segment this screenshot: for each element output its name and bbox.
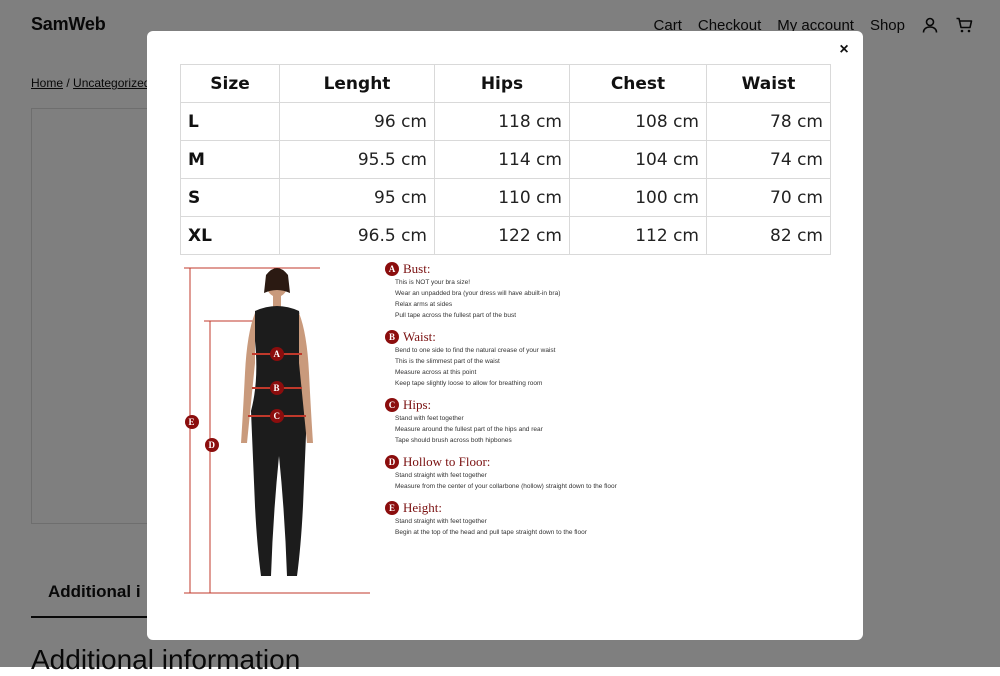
guide-item: Measure from the center of your collarbone (hollow) straight down to the floor <box>395 483 617 490</box>
length-cell: 96 cm <box>280 103 435 141</box>
guide-item: Wear an unpadded bra (your dress will have abuilt-in bra) <box>395 290 561 297</box>
size-chart-modal <box>147 31 863 640</box>
guide-item: Measure across at this point <box>395 369 477 376</box>
column-header-length: Lenght <box>280 65 435 103</box>
table-row <box>181 217 831 255</box>
close-button[interactable]: × <box>839 41 849 58</box>
length-cell: 96.5 cm <box>280 217 435 255</box>
size-table <box>180 64 831 255</box>
chest-cell: 104 cm <box>570 141 707 179</box>
measurement-instructions <box>385 261 625 546</box>
guide-item: Bend to one side to find the natural crease of your waist <box>395 347 556 354</box>
guide-title: Hips: <box>403 397 432 412</box>
measurement-guide-image <box>180 261 617 606</box>
figure-label-b: B <box>273 383 280 393</box>
column-header-waist: Waist <box>707 65 831 103</box>
badge-c: C <box>385 398 399 412</box>
chest-cell: 100 cm <box>570 179 707 217</box>
figure-label-a: A <box>273 349 280 359</box>
guide-item: This is NOT your bra size! <box>395 279 471 286</box>
waist-cell: 70 cm <box>707 179 831 217</box>
guide-title: Waist: <box>403 329 436 344</box>
waist-cell: 74 cm <box>707 141 831 179</box>
size-cell: M <box>181 141 280 179</box>
badge-d: D <box>385 455 399 469</box>
table-row <box>181 179 831 217</box>
guide-item: Measure around the fullest part of the hips and rear <box>395 426 543 433</box>
body-figure-illustration <box>180 261 380 606</box>
hips-cell: 118 cm <box>435 103 570 141</box>
guide-item: Stand straight with feet together <box>395 518 487 525</box>
size-cell: L <box>181 103 280 141</box>
chest-cell: 108 cm <box>570 103 707 141</box>
guide-item: Stand with feet together <box>395 415 464 422</box>
waist-cell: 82 cm <box>707 217 831 255</box>
table-row <box>181 103 831 141</box>
length-cell: 95.5 cm <box>280 141 435 179</box>
guide-item: Keep tape slightly loose to allow for breathing room <box>395 380 543 387</box>
size-cell: XL <box>181 217 280 255</box>
table-row <box>181 141 831 179</box>
length-cell: 95 cm <box>280 179 435 217</box>
guide-item: This is the slimmest part of the waist <box>395 358 500 365</box>
figure-label-c: C <box>273 411 280 421</box>
guide-section-height <box>385 500 625 538</box>
guide-title: Hollow to Floor: <box>403 454 491 469</box>
column-header-hips: Hips <box>435 65 570 103</box>
guide-section-bust <box>385 261 625 321</box>
figure-label-e: E <box>188 417 195 427</box>
guide-title: Bust: <box>403 261 431 276</box>
hips-cell: 114 cm <box>435 141 570 179</box>
guide-title: Height: <box>403 500 442 515</box>
badge-e: E <box>385 501 399 515</box>
guide-item: Pull tape across the fullest part of the bust <box>395 312 517 319</box>
table-header-row <box>181 65 831 103</box>
chest-cell: 112 cm <box>570 217 707 255</box>
badge-a: A <box>385 262 399 276</box>
waist-cell: 78 cm <box>707 103 831 141</box>
guide-item: Begin at the top of the head and pull tape straight down to the floor <box>395 529 587 536</box>
size-cell: S <box>181 179 280 217</box>
guide-item: Stand straight with feet together <box>395 472 487 479</box>
column-header-size: Size <box>181 65 280 103</box>
figure-label-d: D <box>208 440 215 450</box>
guide-section-hips <box>385 397 625 446</box>
hips-cell: 110 cm <box>435 179 570 217</box>
guide-item: Relax arms at sides <box>395 301 453 308</box>
guide-item: Tape should brush across both hipbones <box>395 437 512 444</box>
hips-cell: 122 cm <box>435 217 570 255</box>
badge-b: B <box>385 330 399 344</box>
guide-section-waist <box>385 329 625 389</box>
column-header-chest: Chest <box>570 65 707 103</box>
guide-section-hollow-to-floor <box>385 454 625 492</box>
